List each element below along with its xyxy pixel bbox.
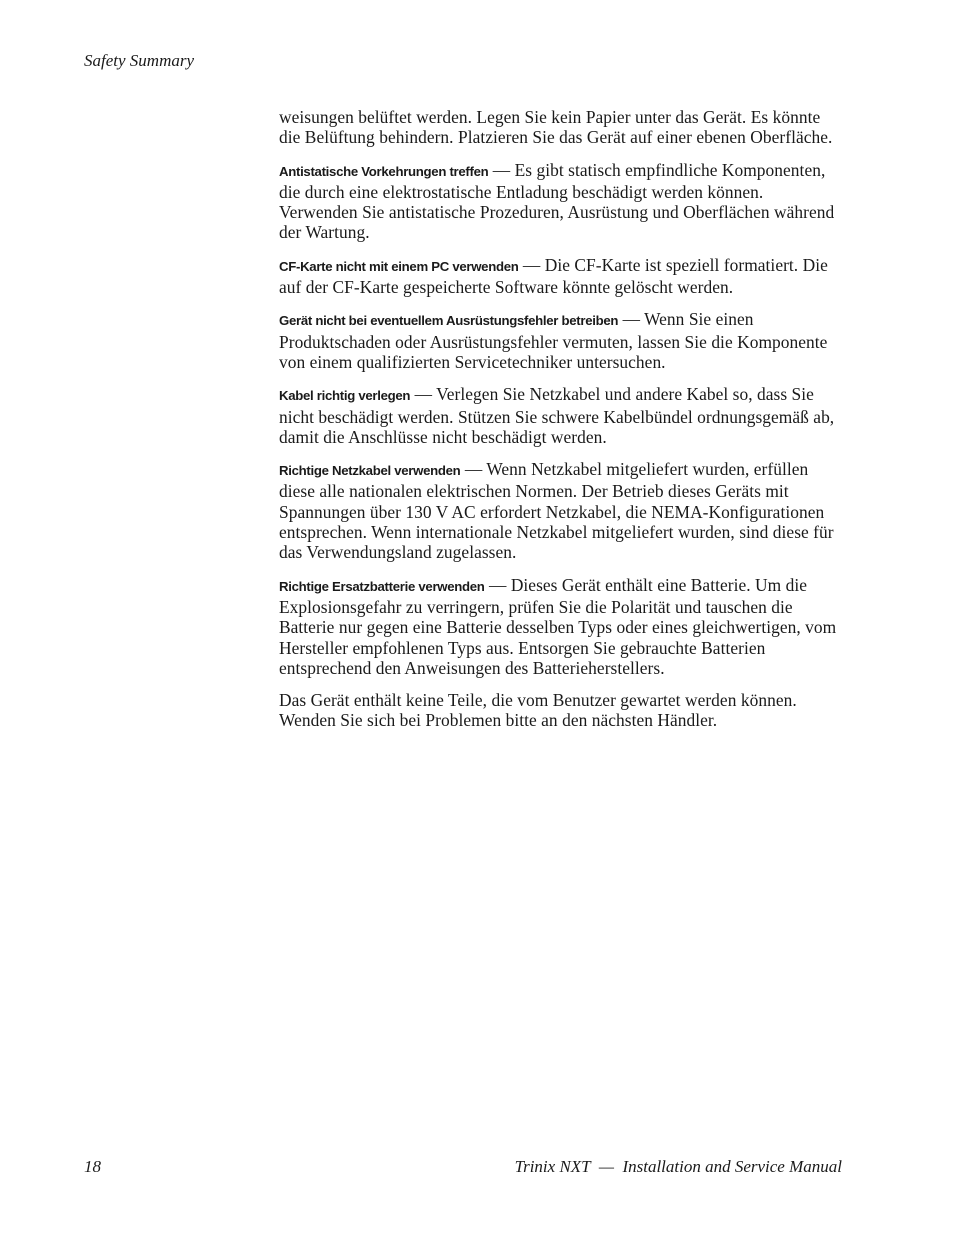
paragraph-no-user-parts [279,690,845,731]
paragraph-text: Das Gerät enthält keine Teile, die vom Benutzer gewartet werden können. Wenden Sie sich bei Problemen bitte an den nächsten Händler. [279,690,797,731]
paragraph-power-cords [279,459,845,562]
paragraph-battery [279,575,845,678]
paragraph-lead-heading: Gerät nicht bei eventuellem Ausrüstungsfehler betreiben [279,313,619,329]
body-text [279,107,845,743]
running-head: Safety Summary [84,51,195,70]
paragraph-antistatic [279,160,845,243]
paragraph-lead-heading: Kabel richtig verlegen [279,388,411,404]
paragraph-lead-heading: CF-Karte nicht mit einem PC verwenden [279,258,519,274]
manual-title: Trinix NXT — Installation and Service Manual [514,1157,842,1176]
paragraph-text: — Dieses Gerät enthält eine Batterie. Um die Explosionsgefahr zu verringern, prüfen Sie die Polarität und tauschen die Batterie nur gegen eine Batterie desselben Typs oder eines gleichwertigen, vom Hersteller empfohlenen Typs aus. Entsorgen Sie gebrauchte Batterien entsprechend den Anweisungen des Batterieherstellers. [279,574,837,678]
paragraph-equipment-failure [279,309,845,372]
paragraph-text: — Wenn Netzkabel mitgeliefert wurden, erfüllen diese alle nationalen elektrischen Normen. Der Betrieb dieses Geräts mit Spannungen über 130 V AC erfordert Netzkabel, die NEMA-Konfigurationen entsprechen. Wenn internationale Netzkabel mitgeliefert wurden, sind diese für das Verwendungsland zugelassen. [279,459,834,563]
page-number: 18 [84,1157,101,1176]
paragraph-text: — Verlegen Sie Netzkabel und andere Kabel so, dass Sie nicht beschädigt werden. Stützen Sie schwere Kabelbündel ordnungsgemäß ab, damit die Anschlüsse nicht beschädigt werden. [279,384,835,447]
paragraph-text: — Die CF-Karte ist speziell formatiert. Die auf der CF-Karte gespeicherte Software könnte gelöscht werden. [279,254,828,298]
paragraph-lead-heading: Antistatische Vorkehrungen treffen [279,163,489,179]
paragraph-ventilation-continued [279,107,845,148]
paragraph-cable-routing [279,384,845,447]
paragraph-text: weisungen belüftet werden. Legen Sie kein Papier unter das Gerät. Es könnte die Belüftung behindern. Platzieren Sie das Gerät auf einer ebenen Oberfläche. [279,107,833,148]
paragraph-lead-heading: Richtige Ersatzbatterie verwenden [279,578,485,594]
paragraph-lead-heading: Richtige Netzkabel verwenden [279,463,461,479]
paragraph-text: — Wenn Sie einen Produktschaden oder Ausrüstungsfehler vermuten, lassen Sie die Komponente von einem qualifizierten Servicetechniker untersuchen. [279,309,828,372]
paragraph-text: — Es gibt statisch empfindliche Komponenten, die durch eine elektrostatische Entladung beschädigt werden können. Verwenden Sie antistatische Prozeduren, Ausrüstung und Oberflächen während der Wartung. [279,159,835,243]
paragraph-cf-card [279,255,845,298]
